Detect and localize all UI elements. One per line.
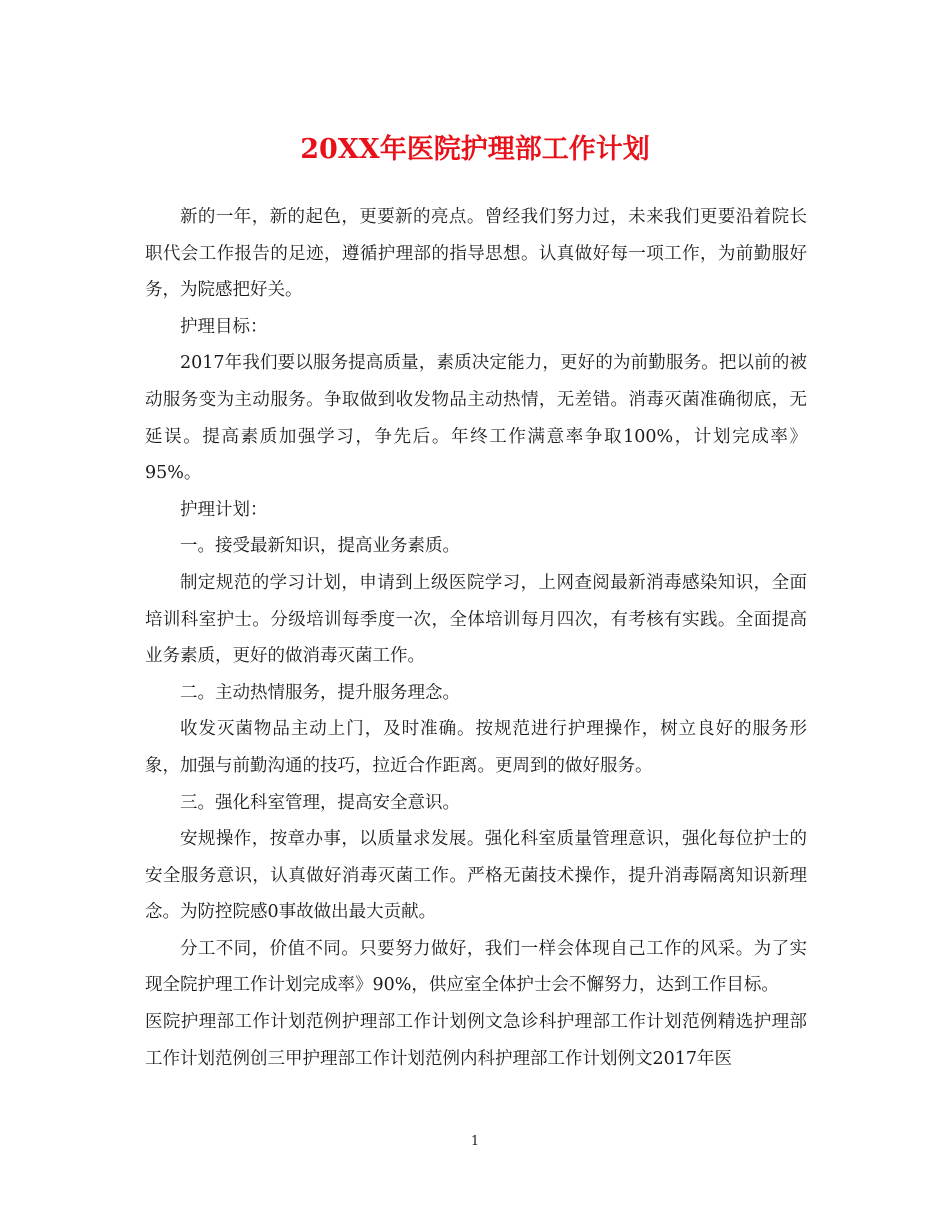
- paragraph-intro: 新的一年，新的起色，更要新的亮点。曾经我们努力过，未来我们更要沿着院长职代会工作报告的足迹，遵循护理部的指导思想。认真做好每一项工作，为前勤服好务，为院感把好关。: [145, 207, 807, 301]
- related-links-text: 医院护理部工作计划范例护理部工作计划例文急诊科护理部工作计划范例精选护理部工作计划范例创三甲护理部工作计划范例内科护理部工作计划例文2017年医: [145, 1012, 807, 1069]
- plan-item-2-heading: 二。主动热情服务，提升服务理念。: [180, 682, 460, 703]
- plan-item-1-body: 制定规范的学习计划，申请到上级医院学习，上网查阅最新消毒感染知识，全面培训科室护士。分级培训每季度一次，全体培训每月四次，有考核有实践。全面提高业务素质，更好的做消毒灭菌工作。: [145, 572, 807, 667]
- heading-nursing-plan: 护理计划：: [180, 499, 268, 520]
- document-title: 20XX年医院护理部工作计划: [300, 134, 650, 165]
- plan-item-3-heading: 三。强化科室管理，提高安全意识。: [180, 792, 460, 813]
- paragraph-conclusion: 分工不同，价值不同。只要努力做好，我们一样会体现自己工作的风采。为了实现全院护理工作计划完成率》90%，供应室全体护士会不懈努力，达到工作目标。: [145, 938, 807, 996]
- heading-nursing-goal: 护理目标：: [180, 316, 268, 337]
- page-number: 1: [470, 1134, 480, 1149]
- plan-item-3-body: 安规操作，按章办事，以质量求发展。强化科室质量管理意识，强化每位护士的安全服务意识，认真做好消毒灭菌工作。严格无菌技术操作，提升消毒隔离知识新理念。为防控院感0事故做出最大贡献。: [145, 829, 807, 923]
- document-body: [145, 199, 807, 1077]
- paragraph-nursing-goal: 2017年我们要以服务提高质量，素质决定能力，更好的为前勤服务。把以前的被动服务变为主动服务。争取做到收发物品主动热情，无差错。消毒灭菌准确彻底，无延误。提高素质加强学习，争先后。年终工作满意率争取100%，计划完成率》95%。: [145, 353, 807, 484]
- plan-item-1-heading: 一。接受最新知识，提高业务素质。: [180, 536, 460, 557]
- plan-item-2-body: 收发灭菌物品主动上门，及时准确。按规范进行护理操作，树立良好的服务形象，加强与前勤沟通的技巧，拉近合作距离。更周到的做好服务。: [145, 719, 807, 776]
